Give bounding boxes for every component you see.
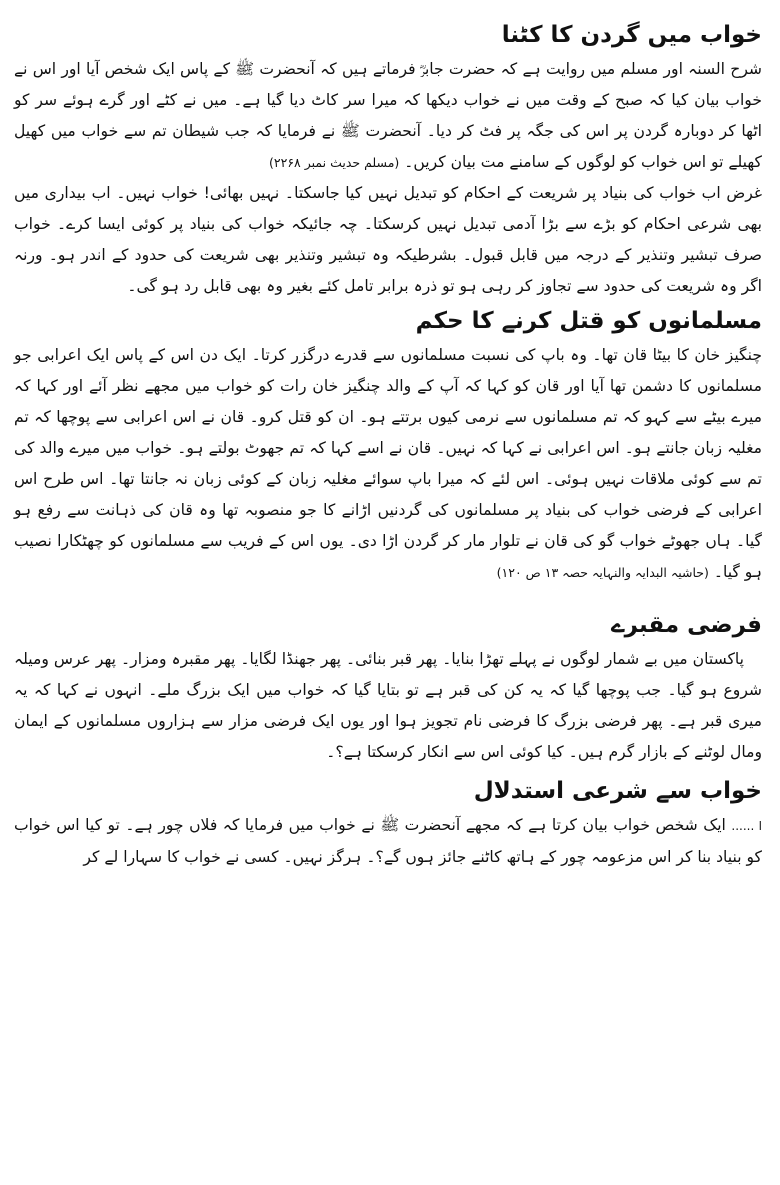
paragraph-text: ایک شخص خواب بیان کرتا ہے کہ مجھے آنحضرت ﷺ نے خواب میں فرمایا کہ فلاں چور ہے۔ تو کیا اس خواب کو بنیاد بنا کر اس مزعومہ چور کے ہاتھ کاٹنے جائز ہوں گے؟۔ ہرگز نہیں۔ کسی نے خواب کا سہارا لے کر: [14, 816, 762, 866]
paragraph: [14, 644, 762, 768]
item-number: ا ......: [731, 819, 763, 833]
section-heading: خواب میں گردن کا کٹنا: [501, 22, 762, 48]
hadith-reference: (مسلم حدیث نمبر ۲۲۶۸): [269, 155, 400, 170]
paragraph: [14, 340, 762, 588]
section-heading: مسلمانوں کو قتل کرنے کا حکم: [415, 308, 762, 334]
paragraph-text: پاکستان میں بے شمار لوگوں نے پہلے تھڑا بنایا۔ پھر قبر بنائی۔ پھر جھنڈا لگایا۔ پھر مقبرہ ومزار۔ پھر عرس ومیلہ شروع ہو گیا۔ جب پوچھا گیا کہ یہ کن کی قبر ہے تو بتایا گیا کہ خواب میں ایک بزرگ ملے۔ انہوں نے کہا کہ یہ میری قبر ہے۔ پھر فرضی بزرگ کا فرضی نام تجویز ہوا اور یوں ایک فرضی مزار سے ہزاروں مسلمانوں کے ایمان ومال لوٹنے کے بازار گرم ہیں۔ کیا کوئی اس سے انکار کرسکتا ہے؟۔: [14, 650, 762, 761]
paragraph-text: غرض اب خواب کی بنیاد پر شریعت کے احکام کو تبدیل نہیں کیا جاسکتا۔ نہیں بھائی! خواب نہیں۔ اب بیداری میں بھی شرعی احکام کو بڑے سے بڑا آدمی تبدیل نہیں کرسکتا۔ چہ جائیکہ خواب کی بنیاد پر کوئی ایسا کرے۔ خواب صرف تبشیر وتنذیر کے درجہ میں قابل قبول۔ بشرطیکہ وہ تبشیر وتنذیر بھی شریعت کی حدود کے اندر ہو۔ ورنہ اگر وہ شریعت کی حدود سے تجاوز کر رہی ہو تو ذرہ برابر تامل کئے بغیر وہ بھی قابل رد ہو گی۔: [14, 184, 762, 295]
section-heading: خواب سے شرعی استدلال: [473, 778, 762, 804]
paragraph: [14, 54, 762, 178]
numbered-paragraph: [14, 810, 762, 873]
section-heading: فرضی مقبرے: [611, 612, 762, 638]
paragraph: [14, 178, 762, 302]
paragraph-text: چنگیز خان کا بیٹا قان تھا۔ وہ باپ کی نسبت مسلمانوں سے قدرے درگزر کرتا۔ ایک دن اس کے پاس ایک اعرابی جو مسلمانوں کا دشمن تھا آیا اور قان کو کہا کہ آپ کے والد چنگیز خان رات کو خواب میں مجھے نظر آئے اور کہا کہ میرے بیٹے سے کہو کہ تم مسلمانوں سے نرمی کیوں برتتے ہو۔ ان کو قتل کرو۔ قان نے اس اعرابی سے پوچھا کہ تم مغلیہ زبان جانتے ہو۔ اس اعرابی نے کہا کہ نہیں۔ قان نے اسے کہا کہ تم جھوٹ بولتے ہو۔ خواب میں میرے والد کی تم سے کوئی ملاقات نہیں ہوئی۔ اس لئے کہ میرا باپ سوائے مغلیہ زبان کے کوئی زبان نہ جانتا تھا۔ اس طرح اس اعرابی کے فرضی خواب کی بنیاد پر مسلمانوں کی گردنیں اڑانے کا جو منصوبہ تھا وہ قان کی ذہانت سے رفع ہو گیا۔ ہاں جھوٹے خواب گو کی قان نے تلوار مار کر گردن اڑا دی۔ یوں اس کے فریب سے مسلمانوں کو چھٹکارا نصیب ہو گیا۔: [14, 346, 762, 581]
book-reference: (حاشیہ البدایہ والنہایہ حصہ ۱۳ ص ۱۲۰): [496, 565, 709, 580]
paragraph-text: شرح السنہ اور مسلم میں روایت ہے کہ حضرت جابرؓ فرماتے ہیں کہ آنحضرت ﷺ کے پاس ایک شخص آیا اور اس نے خواب بیان کیا کہ صبح کے وقت میں نے خواب دیکھا کہ میرا سر کاٹ دیا گیا ہے۔ میں نے کٹے اور گرے ہوئے سر کو اٹھا کر دوبارہ گردن پر اس کی جگہ پر فٹ کر دیا۔ آنحضرت ﷺ نے فرمایا کہ جب شیطان تم سے خواب میں کھیل کھیلے تو اس خواب کو لوگوں کے سامنے مت بیان کریں۔: [14, 60, 762, 171]
